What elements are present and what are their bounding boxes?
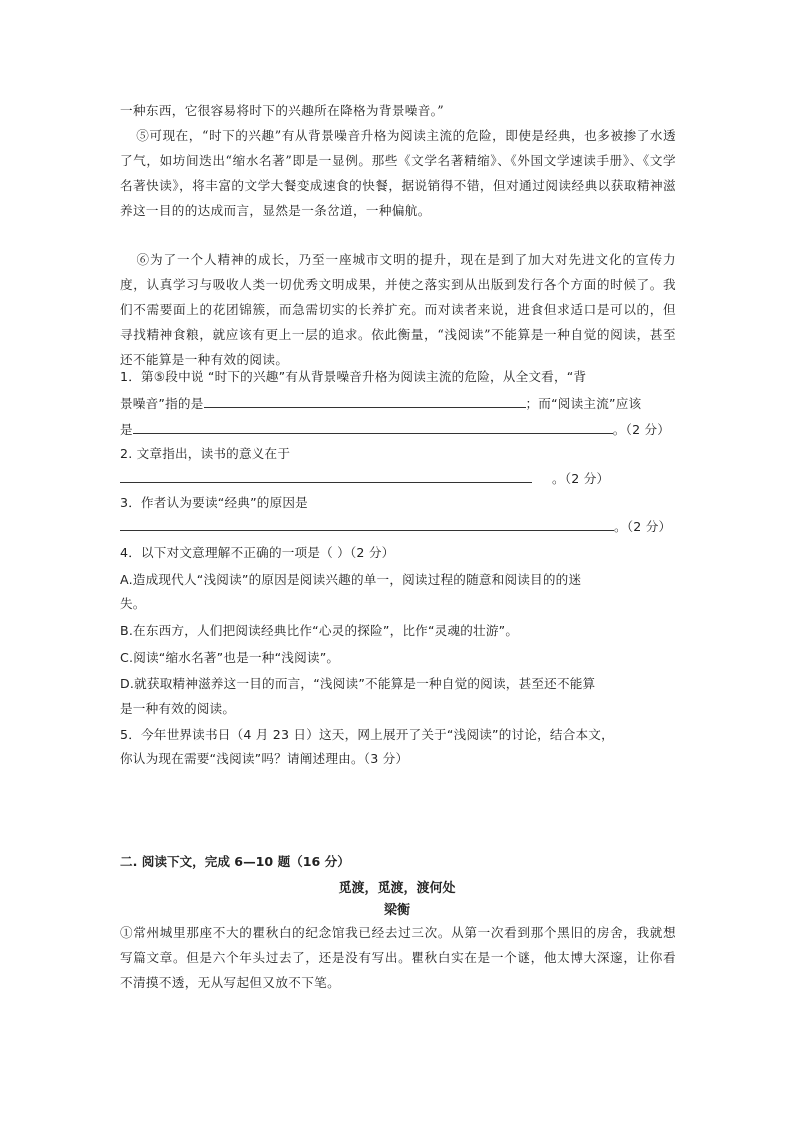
paragraph-continuation: 一种东西，它很容易将时下的兴趣所在降格为背景噪音。”	[120, 103, 445, 118]
section-2-heading: 二. 阅读下文，完成 6—10 题（16 分）	[120, 854, 350, 869]
answer-blank-3[interactable]	[120, 516, 614, 531]
paragraph-5: ⑤可现在，“时下的兴趣”有从背景噪音升格为阅读主流的危险，即使是经典，也多被掺了水透了气，如坊间迭出“缩水名著”即是一显例。那些《文学名著精缩》、《外国文学速读手册》、《文学名著快读》，将丰富的文学大餐变成速食的快餐，据说销得不错，但对通过阅读经典以获取精神滋养这一目的的达成而言，显然是一条岔道，一种偏航。	[120, 128, 676, 218]
question-4-option-b: B.在东西方，人们把阅读经典比作“心灵的探险”，比作“灵魂的壮游”。	[120, 623, 519, 638]
question-5-line-2: 你认为现在需要“浅阅读”吗？请阐述理由。（3 分）	[120, 751, 409, 766]
question-4-option-a-line-1: A.造成现代人“浅阅读”的原因是阅读兴趣的单一，阅读过程的随意和阅读目的的迷	[120, 572, 582, 587]
question-4-option-c: C.阅读“缩水名著”也是一种“浅阅读”。	[120, 650, 340, 665]
answer-blank-1a[interactable]	[204, 393, 526, 408]
question-4-option-d-line-1: D.就获取精神滋养这一目的而言，“浅阅读”不能算是一种自觉的阅读，甚至还不能算	[120, 676, 596, 691]
question-3-line-1: 3．作者认为要读“经典”的原因是	[120, 495, 308, 510]
question-4-option-d-line-2: 是一种有效的阅读。	[120, 701, 236, 716]
question-2-line-2: 。（2 分）	[120, 466, 680, 491]
article-title: 觅渡，觅渡，渡何处	[338, 881, 456, 896]
article-author: 梁衡	[383, 903, 410, 918]
question-1-line-3: 是 。（2 分）	[120, 417, 680, 442]
paragraph-6: ⑥为了一个人精神的成长，乃至一座城市文明的提升，现在是到了加大对先进文化的宣传力度，认真学习与吸收人类一切优秀文明成果，并使之落实到从出版到发行各个方面的时候了。我们不需要面上的花团锦簇，而急需切实的长养扩充。而对读者来说，进食但求适口是可以的，但寻找精神食粮，就应该有更上一层的追求。依此衡量，“浅阅读”不能算是一种自觉的阅读，甚至还不能算是一种有效的阅读。	[120, 252, 676, 367]
answer-blank-2[interactable]	[120, 468, 532, 483]
section-2-paragraph-1: ①常州城里那座不大的瞿秋白的纪念馆我已经去过三次。从第一次看到那个黑旧的房舍，我就想写篇文章。但是六个年头过去了，还是没有写出。瞿秋白实在是一个谜，他太博大深邃，让你看不清摸不透，无从写起但又放不下笔。	[120, 925, 676, 990]
question-5-line-1: 5．今年世界读书日（4 月 23 日）这天，网上展开了关于“浅阅读”的讨论，结合本文，	[120, 727, 614, 742]
question-4-option-a-line-2: 失。	[120, 596, 146, 611]
answer-blank-1b[interactable]	[133, 419, 613, 434]
question-3-line-2: 。（2 分）	[120, 514, 680, 539]
question-1-line-2: 景噪音”指的是 ；而“阅读主流”应该	[120, 391, 680, 416]
question-1-line-1: 1．第⑤段中说 “时下的兴趣”有从背景噪音升格为阅读主流的危险，从全文看，“背	[120, 369, 587, 384]
question-4-stem: 4．以下对文意理解不正确的一项是（ ）（2 分）	[120, 545, 395, 560]
question-2-line-1: 2. 文章指出，读书的意义在于	[120, 446, 291, 461]
